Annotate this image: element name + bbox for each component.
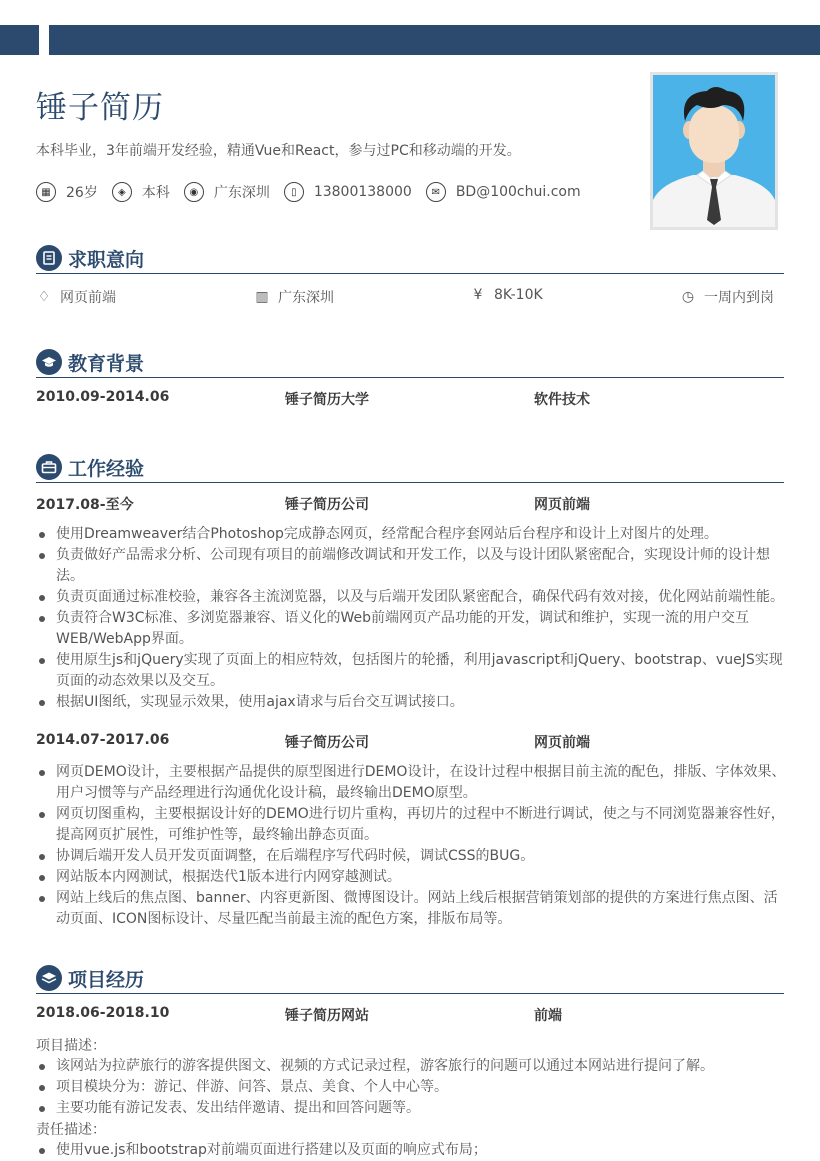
profile-photo [650,72,778,230]
contact-location: ◉ 广东深圳 [184,182,270,202]
contact-phone: ▯ 13800138000 [284,182,412,202]
job-company: 锤子简历公司 [285,497,369,513]
job-role: 网页前端 [534,735,590,751]
job-period: 2014.07-2017.06 [36,732,170,748]
intent-availability: ◷ 一周内到岗 [681,289,774,306]
list-item: 使用原生js和jQuery实现了页面上的相应特效，包括图片的轮播，利用javascript和jQuery、bootstrap、vueJS实现页面的动态效果以及交互。 [36,650,788,692]
intent-salary: ¥ 8K-10K [470,287,543,303]
education-major: 软件技术 [534,392,590,408]
section-title: 项目经历 [68,969,145,991]
job-duties [36,524,788,713]
list-item: 网站上线后的焦点图、banner、内容更新图、微博图设计。网站上线后根据营销策划部的提供的方案进行焦点图、活动页面、ICON图标设计、尽量匹配当前最主流的配色方案，排版布局等。 [36,888,788,930]
contact-info [36,180,595,204]
list-item: 主要功能有游记发表、发出结伴邀请、提出和回答问题等。 [36,1098,788,1119]
education-row [36,389,784,409]
resume-summary: 本科毕业，3年前端开发经验，精通Vue和React，参与过PC和移动端的开发。 [36,143,521,159]
contact-age: ▦ 26岁 [36,182,98,202]
calendar-icon: ▦ [36,182,56,202]
briefcase-icon [36,454,62,480]
building-icon: ▥ [255,289,269,305]
project-desc-label: 项目描述： [36,1038,106,1054]
section-title: 求职意向 [68,249,145,271]
job-company: 锤子简历公司 [285,735,369,751]
list-item: 网页切图重构，主要根据设计好的DEMO进行切片重构，再切片的过程中不断进行调试，使之与不同浏览器兼容性好，提高网页扩展性，可维护性等，最终输出静态页面。 [36,804,788,846]
graduation-cap-icon: ◈ [112,182,132,202]
job-row [36,732,784,752]
section-title: 教育背景 [68,353,145,375]
list-item: 根据UI图纸，实现显示效果，使用ajax请求与后台交互调试接口。 [36,692,788,713]
clock-icon: ◷ [681,289,695,305]
contact-degree: ◈ 本科 [112,182,170,202]
list-item: 网站版本内网测试，根据迭代1版本进行内网穿越测试。 [36,867,788,888]
avatar-illustration [653,75,775,227]
yen-icon: ¥ [473,287,483,303]
list-item: 项目模块分为：游记、伴游、问答、景点、美食、个人中心等。 [36,1077,788,1098]
id-card-icon [36,245,62,271]
project-desc-list [36,1056,788,1119]
job-role: 网页前端 [534,497,590,513]
project-period: 2018.06-2018.10 [36,1005,170,1021]
mail-icon: ✉ [426,182,446,202]
layers-icon [36,965,62,991]
job-duties [36,762,788,930]
graduation-cap-icon [36,349,62,375]
phone-icon: ▯ [284,182,304,202]
project-duty-label: 责任描述： [36,1122,106,1138]
project-name: 锤子简历网站 [285,1008,369,1024]
section-job-intent [36,243,784,274]
project-row [36,1005,784,1025]
header-bar-right [49,25,820,55]
list-item: 负责做好产品需求分析、公司现有项目的前端修改调试和开发工作，以及与设计团队紧密配合，实现设计师的设计想法。 [36,545,788,587]
section-work [36,452,784,483]
job-intent-row [36,287,776,309]
intent-city: ▥ 广东深圳 [255,289,334,306]
location-pin-icon: ◉ [184,182,204,202]
list-item: 负责符合W3C标准、多浏览器兼容、语义化的Web前端网页产品功能的开发，调试和维护，实现一流的用户交互WEB/WebApp界面。 [36,608,788,650]
list-item: 使用vue.js和bootstrap对前端页面进行搭建以及页面的响应式布局； [36,1140,788,1161]
job-row [36,494,784,514]
section-title: 工作经验 [68,458,145,480]
section-education [36,347,784,378]
list-item: 该网站为拉萨旅行的游客提供图文、视频的方式记录过程，游客旅行的问题可以通过本网站进行提问了解。 [36,1056,788,1077]
job-period: 2017.08-至今 [36,497,134,513]
project-duty-list [36,1140,788,1161]
contact-email: ✉ BD@100chui.com [426,182,581,202]
section-project [36,963,784,994]
tie-icon: ♢ [37,289,51,305]
list-item: 网页DEMO设计，主要根据产品提供的原型图进行DEMO设计，在设计过程中根据目前主流的配色，排版、字体效果、用户习惯等与产品经理进行沟通优化设计稿，最终输出DEMO原型。 [36,762,788,804]
header-bar-left [0,25,39,55]
list-item: 协调后端开发人员开发页面调整，在后端程序写代码时候，调试CSS的BUG。 [36,846,788,867]
list-item: 使用Dreamweaver结合Photoshop完成静态网页，经常配合程序套网站后台程序和设计上对图片的处理。 [36,524,788,545]
education-period: 2010.09-2014.06 [36,389,170,405]
list-item: 负责页面通过标准校验，兼容各主流浏览器，以及与后端开发团队紧密配合，确保代码有效对接，优化网站前端性能。 [36,587,788,608]
education-school: 锤子简历大学 [285,392,369,408]
resume-name: 锤子简历 [36,90,164,126]
intent-position: ♢ 网页前端 [37,289,116,306]
project-role: 前端 [534,1008,562,1024]
